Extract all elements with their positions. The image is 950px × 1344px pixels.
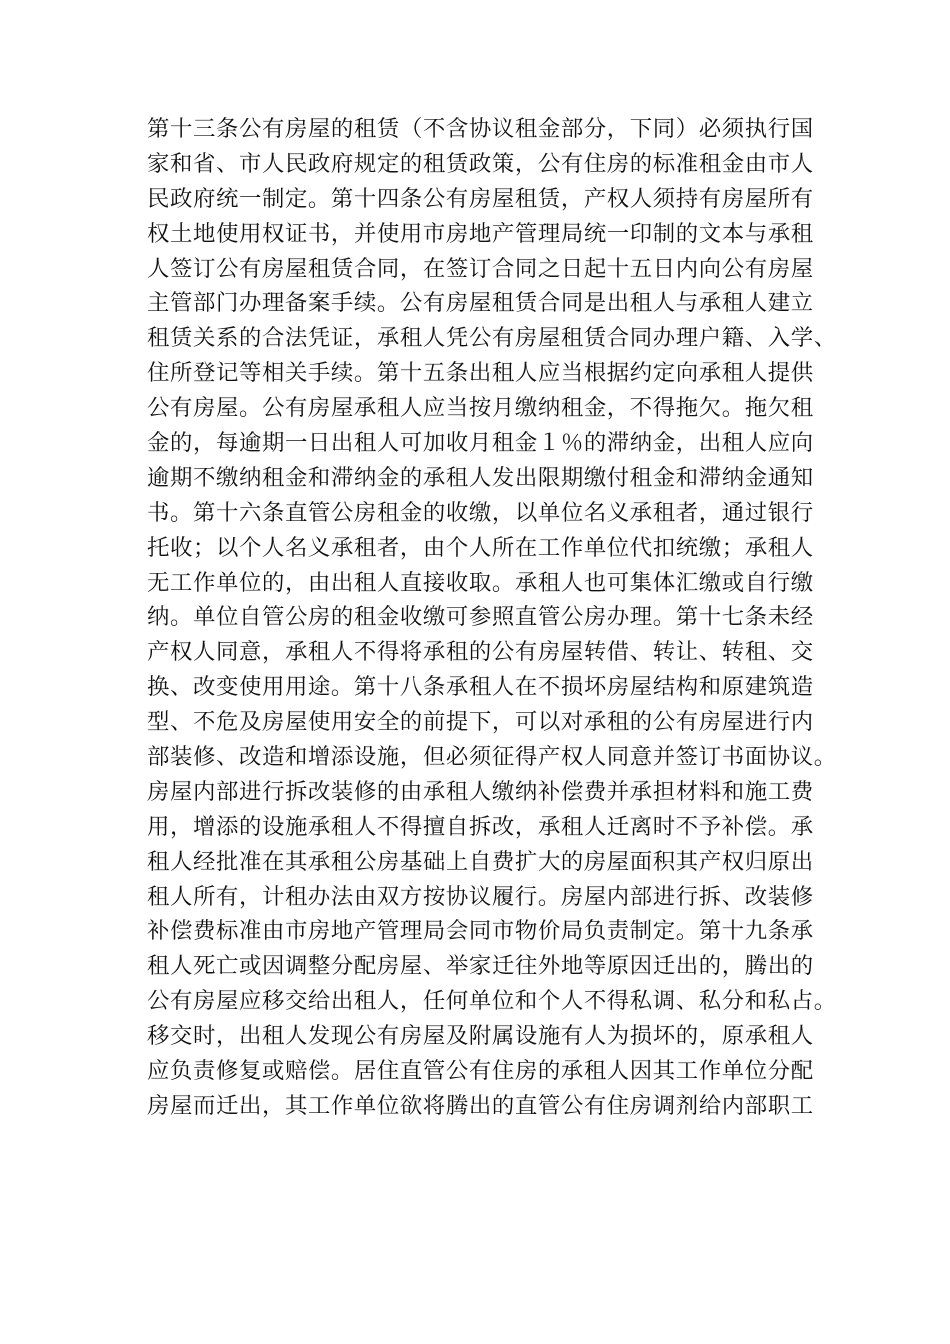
text-line: 公有房屋应移交给出租人，任何单位和个人不得私调、私分和私占。 — [147, 988, 837, 1015]
text-line: 纳。单位自管公房的租金收缴可参照直管公房办理。第十七条未经 — [147, 604, 814, 631]
text-line: 无工作单位的，由出租人直接收取。承租人也可集体汇缴或自行缴 — [147, 569, 814, 596]
text-line: 租人死亡或因调整分配房屋、举家迁往外地等原因迁出的，腾出的 — [147, 953, 814, 980]
text-line: 租人所有，计租办法由双方按协议履行。房屋内部进行拆、改装修 — [147, 883, 814, 910]
text-line: 房屋而迁出，其工作单位欲将腾出的直管公有住房调剂给内部职工 — [147, 1092, 814, 1119]
text-line: 租赁关系的合法凭证，承租人凭公有房屋租赁合同办理户籍、入学、 — [147, 325, 837, 352]
text-line: 房屋内部进行拆改装修的由承租人缴纳补偿费并承担材料和施工费 — [147, 778, 814, 805]
text-line: 书。第十六条直管公房租金的收缴，以单位名义承租者，通过银行 — [147, 499, 814, 526]
text-line: 民政府统一制定。第十四条公有房屋租赁，产权人须持有房屋所有 — [147, 185, 814, 212]
text-line: 产权人同意，承租人不得将承租的公有房屋转借、转让、转租、交 — [147, 639, 814, 666]
text-line: 金的，每逾期一日出租人可加收月租金１％的滞纳金，出租人应向 — [147, 430, 814, 457]
text-line: 权土地使用权证书，并使用市房地产管理局统一印制的文本与承租 — [147, 220, 814, 247]
text-line: 人签订公有房屋租赁合同，在签订合同之日起十五日内向公有房屋 — [147, 255, 814, 282]
text-line: 换、改变使用用途。第十八条承租人在不损坏房屋结构和原建筑造 — [147, 674, 814, 701]
text-line: 型、不危及房屋使用安全的前提下，可以对承租的公有房屋进行内 — [147, 709, 814, 736]
body-text — [147, 112, 837, 1124]
text-line: 部装修、改造和增添设施，但必须征得产权人同意并签订书面协议。 — [147, 744, 837, 771]
text-line: 移交时，出租人发现公有房屋及附属设施有人为损坏的，原承租人 — [147, 1023, 814, 1050]
text-line: 公有房屋。公有房屋承租人应当按月缴纳租金，不得拖欠。拖欠租 — [147, 395, 814, 422]
text-line: 租人经批准在其承租公房基础上自费扩大的房屋面积其产权归原出 — [147, 848, 814, 875]
text-line: 第十三条公有房屋的租赁（不含协议租金部分，下同）必须执行国 — [147, 116, 814, 142]
text-line: 补偿费标准由市房地产管理局会同市物价局负责制定。第十九条承 — [147, 918, 814, 945]
text-line: 住所登记等相关手续。第十五条出租人应当根据约定向承租人提供 — [147, 360, 814, 387]
text-line: 逾期不缴纳租金和滞纳金的承租人发出限期缴付租金和滞纳金通知 — [147, 464, 814, 491]
text-line: 托收；以个人名义承租者，由个人所在工作单位代扣统缴；承租人 — [147, 534, 814, 561]
text-line: 主管部门办理备案手续。公有房屋租赁合同是出租人与承租人建立 — [147, 290, 814, 317]
text-line: 用，增添的设施承租人不得擅自拆改，承租人迁离时不予补偿。承 — [147, 813, 814, 840]
text-line: 应负责修复或赔偿。居住直管公有住房的承租人因其工作单位分配 — [147, 1058, 814, 1085]
text-line: 家和省、市人民政府规定的租赁政策，公有住房的标准租金由市人 — [147, 150, 814, 177]
